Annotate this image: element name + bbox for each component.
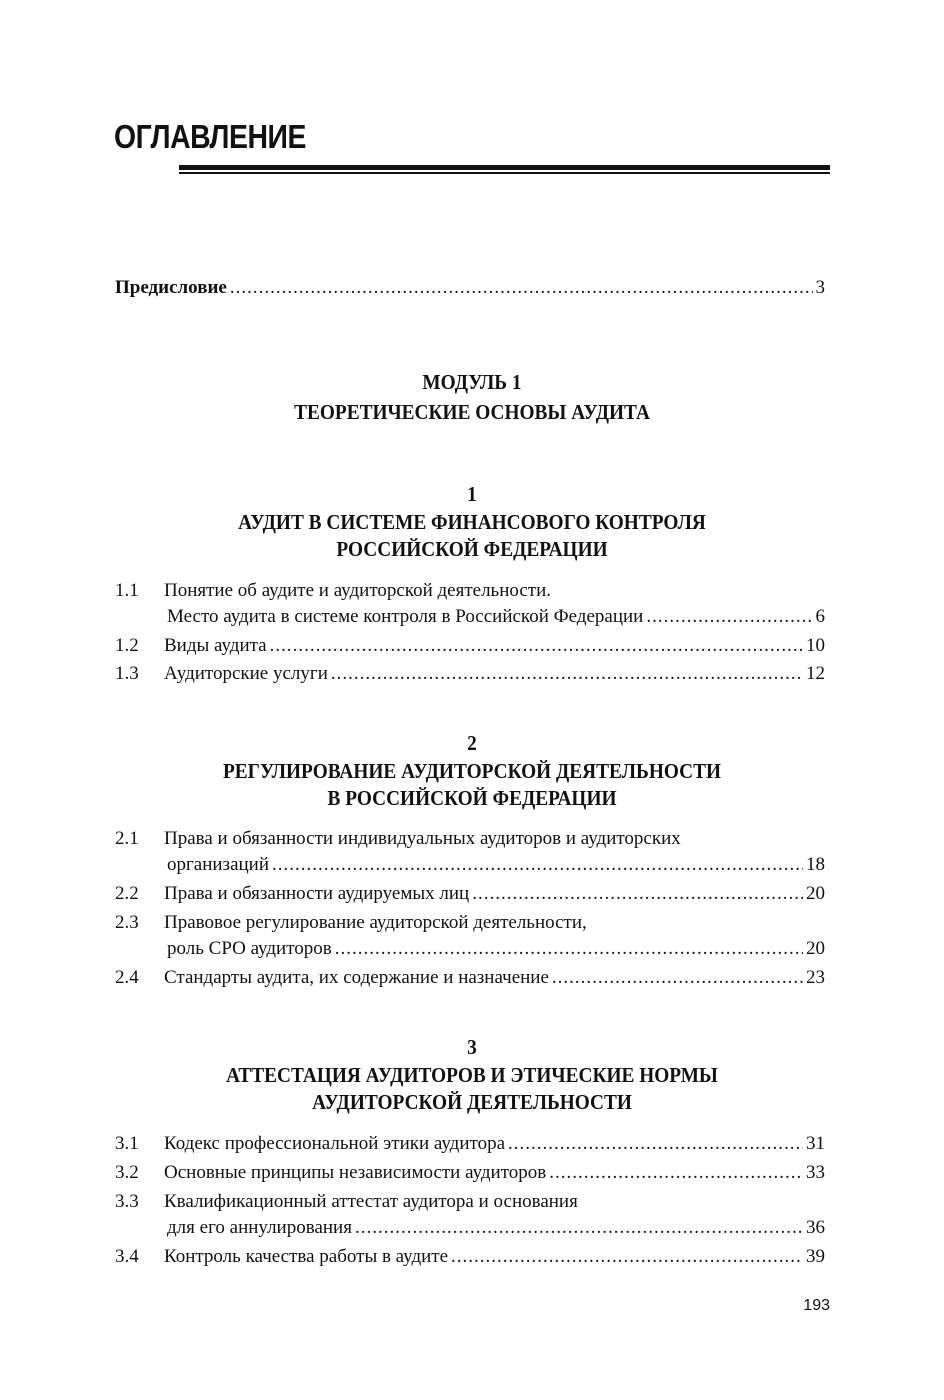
toc-entry-page: 10 bbox=[806, 635, 825, 656]
toc-entry-text: Квалификационный аттестат аудитора и основания bbox=[164, 1191, 578, 1212]
toc-entry-page: 36 bbox=[806, 1217, 825, 1238]
leader-dots bbox=[331, 661, 803, 687]
toc-entry-label: Предисловие bbox=[115, 277, 227, 298]
toc-entry-page: 3 bbox=[815, 277, 825, 298]
toc-entry-number: 3.1 bbox=[115, 1133, 139, 1154]
leader-dots bbox=[472, 881, 803, 907]
leader-dots bbox=[646, 604, 812, 630]
leader-dots bbox=[355, 1215, 803, 1241]
toc-entry-page: 18 bbox=[806, 854, 825, 875]
module-label: МОДУЛЬ 1 bbox=[422, 370, 522, 394]
toc-entry-text: Виды аудита bbox=[164, 635, 267, 656]
toc-entry-preface[interactable] bbox=[115, 275, 825, 301]
title-rule-thin bbox=[179, 172, 830, 174]
chapter-title-line: АУДИТОРСКОЙ ДЕЯТЕЛЬНОСТИ bbox=[312, 1090, 632, 1114]
toc-entry-number: 1.2 bbox=[115, 635, 139, 656]
chapter-number: 1 bbox=[467, 482, 477, 506]
chapter-title-line: РОССИЙСКОЙ ФЕДЕРАЦИИ bbox=[336, 537, 608, 561]
toc-entry-number: 3.4 bbox=[115, 1246, 139, 1267]
toc-entry[interactable] bbox=[115, 1189, 825, 1241]
leader-dots bbox=[272, 852, 803, 878]
toc-entry-text: Место аудита в системе контроля в Российской Федерации bbox=[167, 606, 644, 627]
chapter-title-line: РЕГУЛИРОВАНИЕ АУДИТОРСКОЙ ДЕЯТЕЛЬНОСТИ bbox=[222, 759, 721, 783]
toc-entry-number: 3.3 bbox=[115, 1191, 139, 1212]
leader-dots bbox=[552, 965, 803, 991]
toc-entry-number: 1.1 bbox=[115, 580, 139, 601]
toc-entry[interactable] bbox=[115, 1131, 825, 1157]
toc-entry-text: Права и обязанности аудируемых лиц bbox=[164, 883, 470, 904]
toc-entry[interactable] bbox=[115, 910, 825, 962]
leader-dots bbox=[451, 1244, 803, 1270]
toc-entry-number: 2.2 bbox=[115, 883, 139, 904]
chapter-title-line: АУДИТ В СИСТЕМЕ ФИНАНСОВОГО КОНТРОЛЯ bbox=[238, 510, 706, 534]
leader-dots bbox=[508, 1131, 803, 1157]
toc-entry-page: 20 bbox=[806, 938, 825, 959]
toc-entry-number: 2.3 bbox=[115, 912, 139, 933]
toc-entry[interactable] bbox=[115, 826, 825, 878]
page-title: ОГЛАВЛЕНИЕ bbox=[114, 118, 307, 155]
toc-entry-page: 33 bbox=[806, 1162, 825, 1183]
toc-entry[interactable] bbox=[115, 578, 825, 630]
toc-entry[interactable] bbox=[115, 1160, 825, 1186]
toc-entry[interactable] bbox=[115, 881, 825, 907]
leader-dots bbox=[230, 275, 813, 301]
toc-entry-page: 20 bbox=[806, 883, 825, 904]
toc-entry-text: роль СРО аудиторов bbox=[167, 938, 332, 959]
toc-entry-text: Права и обязанности индивидуальных аудиторов и аудиторских bbox=[164, 828, 681, 849]
chapter-number: 3 bbox=[467, 1035, 477, 1059]
toc-entry-page: 31 bbox=[806, 1133, 825, 1154]
leader-dots bbox=[270, 633, 803, 659]
toc-entry-page: 12 bbox=[806, 663, 825, 684]
toc-entry-number: 2.1 bbox=[115, 828, 139, 849]
toc-entry-text: Контроль качества работы в аудите bbox=[164, 1246, 449, 1267]
toc-entry-text: Основные принципы независимости аудиторов bbox=[164, 1162, 547, 1183]
leader-dots bbox=[549, 1160, 803, 1186]
toc-entry-number: 3.2 bbox=[115, 1162, 139, 1183]
page-number: 193 bbox=[803, 1297, 830, 1314]
title-rule-thick bbox=[179, 165, 830, 170]
toc-entry[interactable] bbox=[115, 965, 825, 991]
chapter-title-line: В РОССИЙСКОЙ ФЕДЕРАЦИИ bbox=[327, 786, 617, 810]
toc-entry-page: 23 bbox=[806, 967, 825, 988]
toc-entry-text: Понятие об аудите и аудиторской деятельности. bbox=[164, 580, 552, 601]
toc-entry[interactable] bbox=[115, 633, 825, 659]
leader-dots bbox=[335, 936, 803, 962]
toc-entry-text: Кодекс профессиональной этики аудитора bbox=[164, 1133, 506, 1154]
toc-entry-text: организаций bbox=[167, 854, 270, 875]
toc-entry-page: 6 bbox=[815, 606, 825, 627]
toc-entry-number: 2.4 bbox=[115, 967, 139, 988]
toc-entry-page: 39 bbox=[806, 1246, 825, 1267]
toc-entry[interactable] bbox=[115, 661, 825, 687]
chapter-title-line: АТТЕСТАЦИЯ АУДИТОРОВ И ЭТИЧЕСКИЕ НОРМЫ bbox=[226, 1063, 718, 1087]
toc-entry-text: для его аннулирования bbox=[167, 1217, 352, 1238]
toc-entry-number: 1.3 bbox=[115, 663, 139, 684]
toc-entry-text: Стандарты аудита, их содержание и назначение bbox=[164, 967, 549, 988]
module-title: ТЕОРЕТИЧЕСКИЕ ОСНОВЫ АУДИТА bbox=[294, 400, 650, 424]
chapter-number: 2 bbox=[467, 731, 477, 755]
toc-entry[interactable] bbox=[115, 1244, 825, 1270]
toc-entry-text: Правовое регулирование аудиторской деятельности, bbox=[164, 912, 587, 933]
toc-entry-text: Аудиторские услуги bbox=[164, 663, 328, 684]
